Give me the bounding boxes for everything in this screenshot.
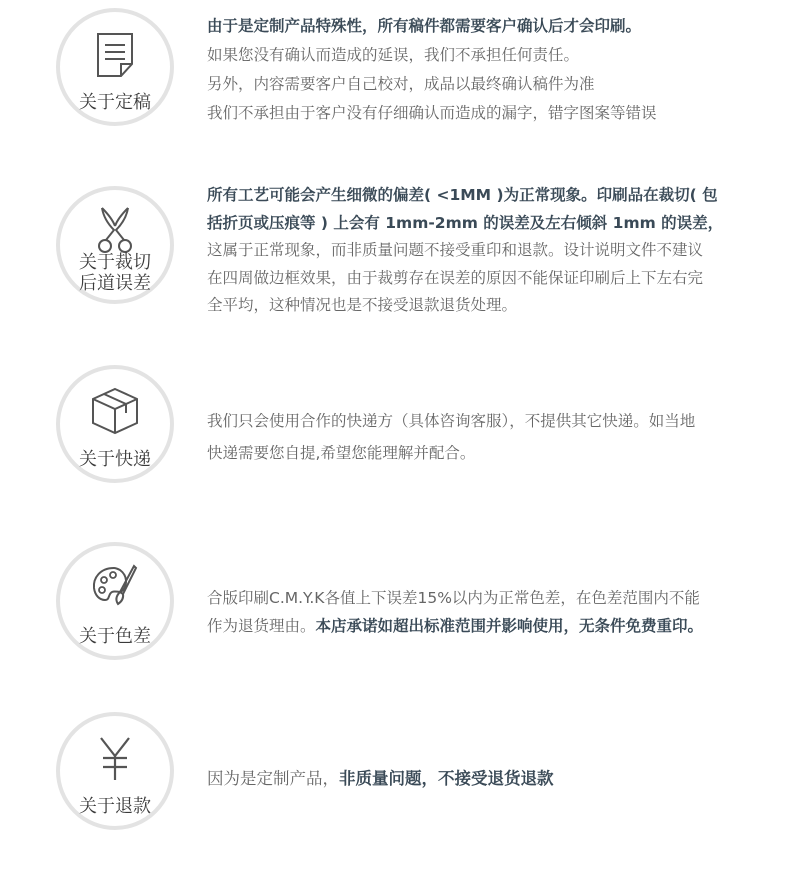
text-segment-bold: 本店承诺如超出标准范围并影响使用，无条件免费重印。	[315, 617, 704, 635]
text-segment-bold: 非质量问题，不接受退货退款	[339, 769, 554, 788]
text-line	[207, 765, 747, 793]
document-icon	[91, 30, 139, 80]
text-line: 在四周做边框效果，由于裁剪存在误差的原因不能保证印刷后上下左右完	[207, 268, 704, 287]
text-segment: 合版印刷C.M.Y.K各值上下误差15%以内为正常色差，在色差范围内不能	[207, 589, 700, 607]
section-text	[207, 405, 747, 469]
palette-icon	[90, 562, 140, 612]
text-line: 括折页或压痕等 ) 上会有 1mm-2mm 的误差及左右倾斜 1mm 的误差，	[207, 213, 724, 232]
text-line: 快递需要您自提,希望您能理解并配合。	[207, 444, 476, 462]
badge-label	[60, 252, 170, 294]
text-line: 我们不承担由于客户没有仔细确认而造成的漏字，错字图案等错误	[207, 104, 657, 122]
scissors-icon	[90, 204, 140, 254]
section-text	[207, 12, 747, 128]
badge-shipping	[56, 365, 174, 483]
badge-label: 关于快递	[79, 449, 151, 470]
badge-label: 关于定稿	[79, 92, 151, 113]
section-text	[207, 765, 747, 793]
badge-refund	[56, 712, 174, 830]
text-segment: 作为退货理由。	[207, 617, 316, 635]
text-line: 我们只会使用合作的快递方（具体咨询客服），不提供其它快递。如当地	[207, 412, 696, 430]
text-line: 所有工艺可能会产生细微的偏差( <1MM )为正常现象。印刷品在裁切( 包	[207, 186, 718, 204]
text-line	[207, 584, 747, 612]
section-text	[207, 584, 747, 640]
badge-label-line: 关于裁切	[79, 252, 151, 273]
badge-label-line: 后道误差	[79, 273, 151, 294]
box-icon	[89, 385, 141, 437]
text-segment: 因为是定制产品，	[207, 769, 339, 788]
badge-label: 关于退款	[79, 796, 151, 817]
badge-cutting	[56, 186, 174, 304]
text-line	[207, 612, 747, 640]
text-line: 全平均，这种情况也是不接受退款退货处理。	[207, 296, 518, 314]
text-line: 这属于正常现象，而非质量问题不接受重印和退款。设计说明文件不建议	[207, 241, 704, 259]
text-line: 另外，内容需要客户自己校对，成品以最终确认稿件为准	[207, 75, 595, 93]
badge-proof	[56, 8, 174, 126]
badge-label: 关于色差	[79, 626, 151, 647]
yen-icon	[95, 734, 135, 782]
badge-color	[56, 542, 174, 660]
text-line: 由于是定制产品特殊性，所有稿件都需要客户确认后才会印刷。	[207, 17, 642, 35]
section-text	[207, 182, 747, 320]
text-line: 如果您没有确认而造成的延误，我们不承担任何责任。	[207, 46, 580, 64]
